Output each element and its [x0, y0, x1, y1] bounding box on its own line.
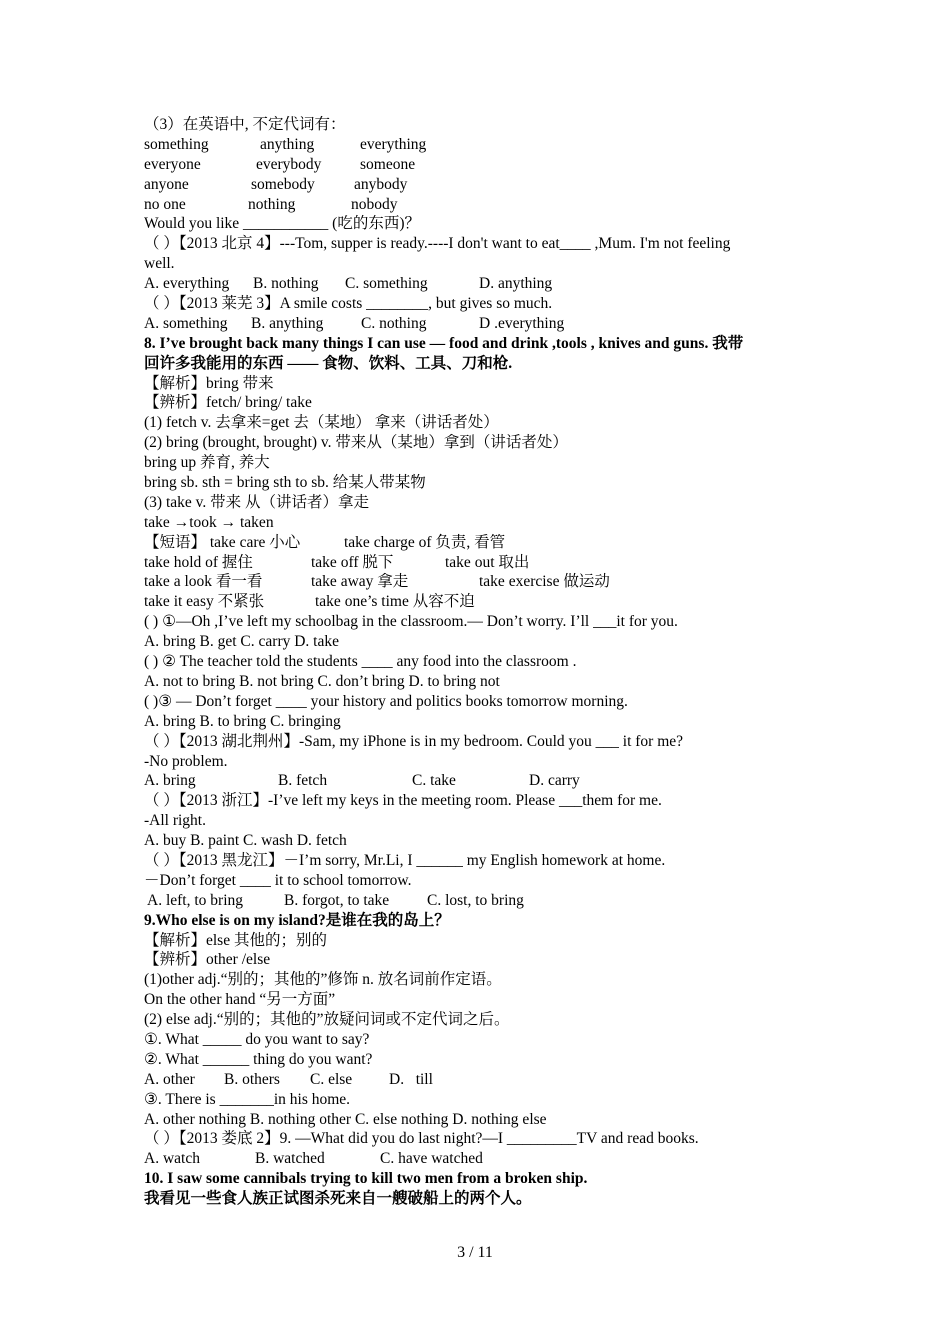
text-line: (1)other adj.“别的；其他的”修饰 n. 放名词前作定语。: [144, 971, 502, 989]
text-line: （3）在英语中, 不定代词有：: [144, 116, 346, 133]
section-heading: 10. I saw some cannibals trying to kill two men from a broken ship.: [144, 1170, 588, 1188]
option: C. nothing: [361, 314, 427, 332]
phrase: take charge of 负责, 看管: [344, 533, 506, 551]
section-heading: 8. I’ve brought back many things I can use — food and drink ,tools , knives and guns. 我带: [144, 334, 744, 352]
options-row: A. other nothing B. nothing other C. else nothing D. nothing else: [144, 1110, 547, 1128]
question: ②. What ______ thing do you want?: [144, 1050, 373, 1068]
text-line: (3) take v. 带来 从（讲话者）拿走: [144, 493, 370, 511]
text-line: well.: [144, 255, 175, 273]
option: C. take: [412, 772, 456, 790]
pronoun: nothing: [248, 195, 296, 213]
option: A. left, to bring: [144, 891, 244, 909]
text-line: (2) bring (brought, brought) v. 带来从（某地）拿到（讲话者处）: [144, 434, 568, 452]
option: A. everything: [144, 275, 230, 293]
option: B. fetch: [278, 772, 328, 790]
option: B. forgot, to take: [284, 891, 390, 909]
pronoun: everything: [360, 135, 427, 153]
options-row: [144, 314, 824, 334]
options-row: [144, 1149, 824, 1169]
option: B. nothing: [253, 275, 319, 293]
pronoun: something: [144, 135, 209, 153]
phrase: take it easy 不紧张: [144, 593, 265, 611]
options-row: [144, 891, 824, 911]
phrase: take one’s time 从容不迫: [315, 593, 475, 611]
text-line: 【解析】bring 带来: [144, 374, 274, 392]
phrase-row: [144, 533, 824, 553]
question: （ ）【2013 娄底 2】9. —What did you do last night?—I _________TV and read books.: [144, 1130, 699, 1148]
phrase: 【短语】 take care 小心: [144, 533, 301, 551]
text-line: (1) fetch v. 去拿来=get 去（某地） 拿来（讲话者处）: [144, 414, 499, 432]
phrase: take out 取出: [445, 553, 530, 571]
option: C. else: [310, 1070, 353, 1088]
option: A. other: [144, 1070, 195, 1088]
text-line: 【辨析】fetch/ bring/ take: [144, 394, 312, 412]
pronoun: everyone: [144, 155, 201, 173]
pronoun: someone: [360, 155, 416, 173]
section-heading: 回许多我能用的东西 —— 食物、饮料、工具、刀和枪.: [144, 354, 513, 372]
options-row: A. bring B. to bring C. bringing: [144, 712, 341, 730]
phrase: take exercise 做运动: [479, 573, 610, 591]
section-heading: 9.Who else is on my island?是谁在我的岛上？: [144, 911, 450, 929]
options-row: [144, 771, 824, 791]
section-heading: 我看见一些食人族正试图杀死来自一艘破船上的两个人。: [144, 1190, 532, 1208]
option: B. watched: [255, 1150, 325, 1168]
option: C. something: [345, 275, 428, 293]
option: C. have watched: [380, 1150, 483, 1168]
text-line: －Don’t forget ____ it to school tomorrow.: [144, 871, 412, 889]
phrase: take hold of 握住: [144, 553, 253, 571]
option: A. bring: [144, 772, 196, 790]
options-row: A. buy B. paint C. wash D. fetch: [144, 832, 347, 850]
options-row: A. bring B. get C. carry D. take: [144, 633, 339, 651]
pronoun-row: [144, 135, 824, 155]
question: （ ）【2013 湖北荆州】-Sam, my iPhone is in my bedroom. Could you ___ it for me?: [144, 732, 684, 750]
question: （ ）【2013 莱芜 3】A smile costs ________, but gives so much.: [144, 295, 553, 313]
text-line: bring sb. sth = bring sth to sb. 给某人带某物: [144, 474, 426, 492]
pronoun-row: [144, 195, 824, 215]
pronoun: anybody: [354, 175, 408, 193]
phrase: take a look 看一看: [144, 573, 263, 591]
pronoun: anything: [260, 135, 315, 153]
pronoun-row: [144, 175, 824, 195]
pronoun: no one: [144, 195, 186, 213]
phrase: take off 脱下: [311, 553, 394, 571]
question: （ ）【2013 北京 4】---Tom, supper is ready.----I don't want to eat____ ,Mum. I'm not feeling: [144, 235, 731, 253]
pronoun-row: [144, 155, 824, 175]
option: C. lost, to bring: [427, 891, 524, 909]
option: B. anything: [251, 314, 324, 332]
question: ( ) ①—Oh ,I’ve left my schoolbag in the classroom.— Don’t worry. I’ll ___it for you.: [144, 613, 678, 631]
options-row: A. not to bring B. not bring C. don’t bring D. to bring not: [144, 672, 500, 690]
question: ( ) ② The teacher told the students ____ any food into the classroom .: [144, 653, 577, 671]
pronoun: everybody: [256, 155, 322, 173]
phrase: take away 拿走: [311, 573, 409, 591]
option: D. carry: [529, 772, 580, 790]
phrase-row: [144, 553, 824, 573]
text-line: -No problem.: [144, 752, 228, 770]
text-line: (2) else adj.“别的；其他的”放疑问词或不定代词之后。: [144, 1011, 510, 1029]
options-row: [144, 1070, 824, 1090]
text-line: 【解析】else 其他的；别的: [144, 931, 327, 949]
document-body: [144, 115, 824, 1209]
pronoun: nobody: [351, 195, 398, 213]
text-line: On the other hand “另一方面”: [144, 991, 336, 1009]
options-row: [144, 274, 824, 294]
option: D. anything: [479, 275, 553, 293]
pronoun: somebody: [251, 175, 315, 193]
option: B. others: [224, 1070, 280, 1088]
text-line: 【辨析】other /else: [144, 951, 271, 969]
text-line: Would you like ___________ (吃的东西)？: [144, 215, 421, 233]
option: A. watch: [144, 1150, 200, 1168]
option: D .everything: [479, 314, 565, 332]
page-number: 3 / 11: [457, 1244, 493, 1261]
pronoun: anyone: [144, 175, 189, 193]
text-line: -All right.: [144, 812, 206, 830]
question: ( )③ — Don’t forget ____ your history and politics books tomorrow morning.: [144, 692, 628, 710]
option: A. something: [144, 314, 228, 332]
question: ③. There is _______in his home.: [144, 1090, 351, 1108]
question: （ ）【2013 黑龙江】－I’m sorry, Mr.Li, I ______ my English homework at home.: [144, 851, 666, 869]
phrase-row: [144, 592, 824, 612]
option: D. till: [389, 1070, 433, 1088]
question: （ ）【2013 浙江】-I’ve left my keys in the meeting room. Please ___them for me.: [144, 792, 662, 810]
phrase-row: [144, 572, 824, 592]
text-line: take →took → taken: [144, 513, 274, 531]
text-line: bring up 养育, 养大: [144, 454, 270, 472]
question: ①. What _____ do you want to say?: [144, 1030, 370, 1048]
